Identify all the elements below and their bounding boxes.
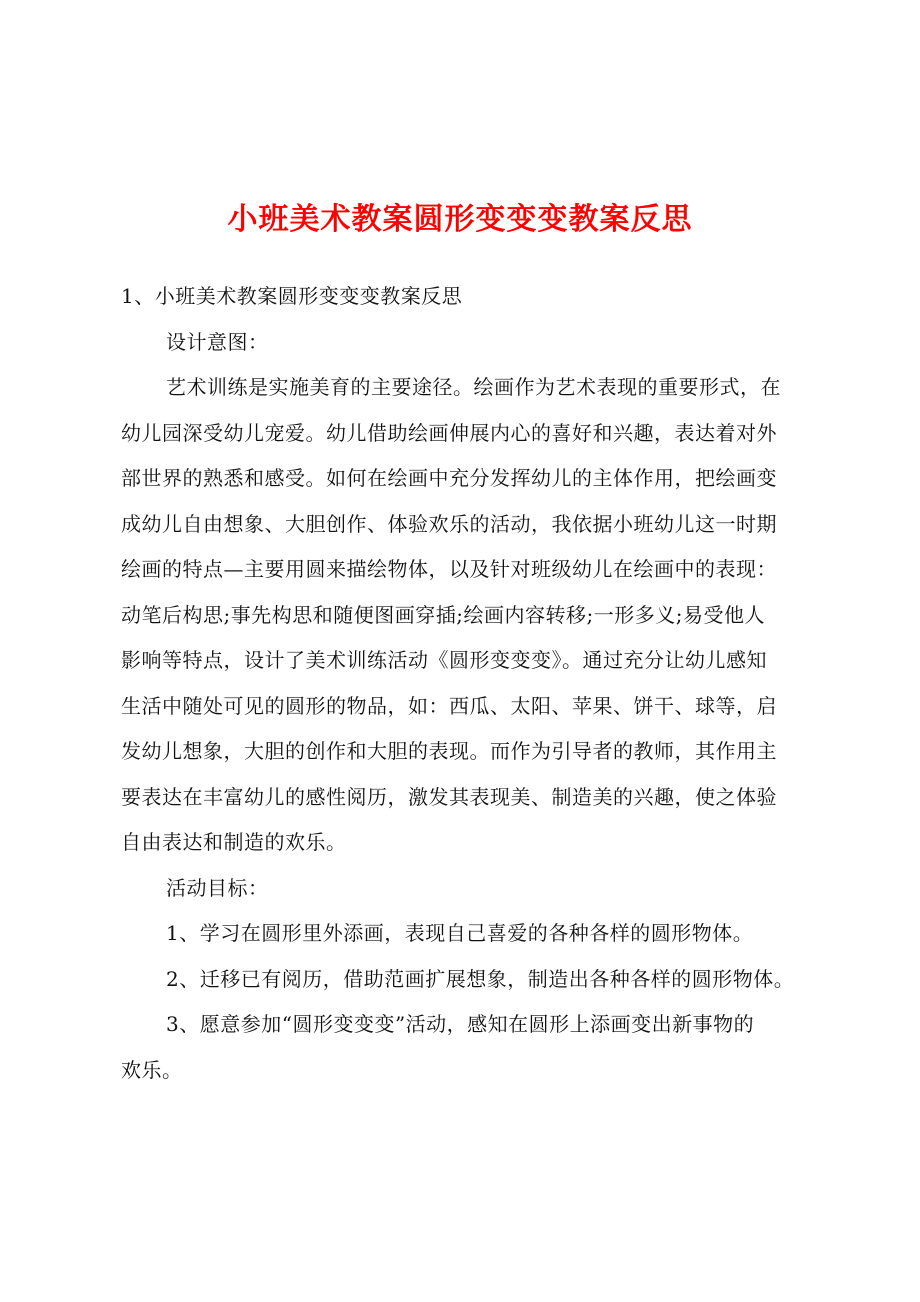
- paragraph-line: 要表达在丰富幼儿的感性阅历，激发其表现美、制造美的兴趣，使之体验: [121, 784, 777, 809]
- design-intent-label: 设计意图：: [166, 329, 269, 354]
- paragraph-line: 自由表达和制造的欢乐。: [121, 830, 347, 854]
- goal-item-3: 3、愿意参加“圆形变变变”活动，感知在圆形上添画变出新事物的: [166, 1012, 755, 1036]
- goal-item-3-continuation: 欢乐。: [121, 1057, 183, 1082]
- goal-item-1: 1、学习在圆形里外添画，表现自己喜爱的各种各样的圆形物体。: [166, 921, 754, 945]
- goals-label: 活动目标：: [166, 875, 269, 900]
- goal-item-2: 2、迁移已有阅历，借助范画扩展想象，制造出各种各样的圆形物体。: [166, 966, 795, 991]
- paragraph-line: 影响等特点，设计了美术训练活动《圆形变变变》。通过充分让幼儿感知: [121, 648, 767, 672]
- document-body: [121, 274, 821, 1093]
- paragraph-line: 部世界的熟悉和感受。如何在绘画中充分发挥幼儿的主体作用，把绘画变: [121, 466, 777, 490]
- paragraph-line: 绘画的特点—主要用圆来描绘物体，以及针对班级幼儿在绘画中的表现：: [121, 557, 777, 581]
- paragraph-line: 动笔后构思;事先构思和随便图画穿插;绘画内容转移;一形多义;易受他人: [121, 602, 765, 627]
- section-heading: 1、小班美术教案圆形变变变教案反思: [121, 284, 463, 308]
- paragraph-line: 发幼儿想象，大胆的创作和大胆的表现。而作为引导者的教师，其作用主: [121, 739, 777, 763]
- paragraph-line: 艺术训练是实施美育的主要途径。绘画作为艺术表现的重要形式，在: [166, 375, 781, 399]
- paragraph-line: 成幼儿自由想象、大胆创作、体验欢乐的活动，我依据小班幼儿这一时期: [121, 511, 777, 536]
- paragraph-line: 幼儿园深受幼儿宠爱。幼儿借助绘画伸展内心的喜好和兴趣，表达着对外: [121, 420, 777, 445]
- paragraph-line: 生活中随处可见的圆形的物品，如：西瓜、太阳、苹果、饼干、球等，启: [121, 693, 777, 718]
- document-title: 小班美术教案圆形变变变教案反思: [227, 202, 693, 237]
